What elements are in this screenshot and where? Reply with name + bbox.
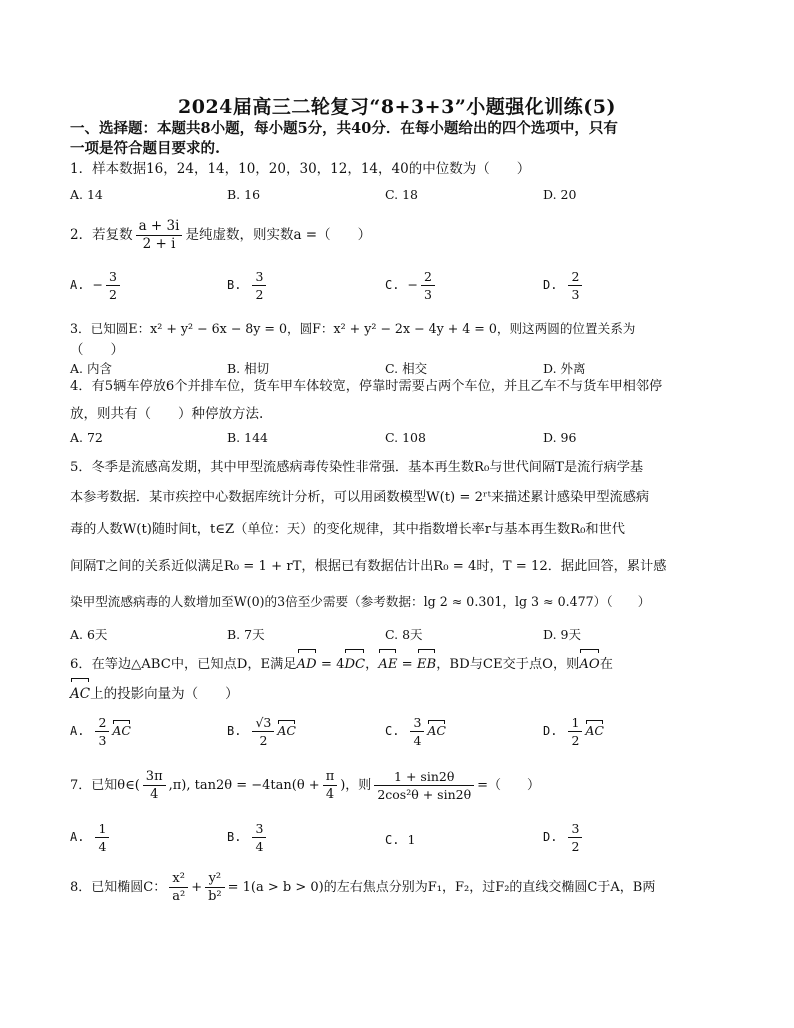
q5-option-c[interactable]: C. 8天 <box>385 627 423 642</box>
question-1-options <box>70 187 720 215</box>
vector-dc: DC <box>344 652 365 678</box>
q2-denominator: 2 + i <box>142 236 176 252</box>
question-5-line4: 间隔T之间的关系近似满足R₀ = 1 + rT，根据已有数据估计出R₀ = 4时，T = 12．据此回答，累计感 <box>70 559 667 574</box>
q4-option-d[interactable]: D. 96 <box>543 430 577 445</box>
q1-option-c[interactable]: C. 18 <box>385 187 418 202</box>
q4-option-c[interactable]: C. 108 <box>385 430 426 445</box>
q3-option-c[interactable]: C. 相交 <box>385 361 428 376</box>
question-6-line2: AC上的投影向量为（ ） <box>70 681 720 707</box>
question-5-line5: 染甲型流感病毒的人数增加至W(0)的3倍至少需要（参考数据：lg 2 ≈ 0.301，lg 3 ≈ 0.477）（ ） <box>70 594 651 609</box>
q5-option-b[interactable]: B. 7天 <box>227 627 265 642</box>
question-6-options <box>70 714 720 756</box>
question-4-line1: 4．有5辆车停放6个并排车位，货车甲车体较宽，停靠时需要占两个车位，并且乙车不与货车甲相邻停 <box>70 379 663 394</box>
vector-eb: EB <box>417 652 436 678</box>
vector-ae: AE <box>378 652 397 678</box>
q6-option-b[interactable]: B. $\frac{√3}{2}$ AC <box>227 715 296 748</box>
question-5-line2: 本参考数据．某市疾控中心数据库统计分析，可以用函数模型W(t) = 2ʳᵗ来描述累计感染甲型流感病 <box>70 490 650 505</box>
vector-ad: AD <box>297 652 317 678</box>
section-heading-line1: 一、选择题：本题共8小题，每小题5分，共40分．在每小题给出的四个选项中，只有 <box>70 120 618 137</box>
q3-option-d[interactable]: D. 外离 <box>543 361 586 376</box>
q1-option-a[interactable]: A. 14 <box>70 187 103 202</box>
q6-option-c[interactable]: C. $\frac{3}{4}$ AC <box>385 715 446 748</box>
q4-option-b[interactable]: B. 144 <box>227 430 268 445</box>
question-3-line2: （ ） <box>70 342 124 358</box>
q6-option-d[interactable]: D. $\frac{1}{2}$ AC <box>543 715 604 748</box>
q2-prefix: 2．若复数 <box>70 227 133 243</box>
vector-ac: AC <box>70 681 90 707</box>
question-7-options <box>70 820 720 862</box>
q1-option-d[interactable]: D. 20 <box>543 187 577 202</box>
question-6-line1: 6．在等边△ABC中，已知点D，E满足AD = 4DC，AE = EB，BD与CE交于点O，则AO在 <box>70 652 720 678</box>
question-7-text: 7．已知θ∈( $\frac{3\pi}{4}$ ,π), tan2θ = −4tan(θ + $\frac{\pi}{4}$ )，则 $\frac{1 + \sin 2\theta}{\text{2cos²θ + sin2θ}}$ =（ ） <box>70 769 541 802</box>
q2-option-d[interactable]: D. $\frac{2}{3}$ <box>543 268 585 303</box>
q2-fraction <box>136 218 183 253</box>
question-5-line3: 毒的人数W(t)随时间t，t∈Z（单位：天）的变化规律，其中指数增长率r与基本再生数R₀和世代 <box>70 522 625 537</box>
page-title: 2024届高三二轮复习“8+3+3”小题强化训练(5) <box>178 96 616 118</box>
q2-numerator: a + 3i <box>136 218 183 236</box>
q3-option-b[interactable]: B. 相切 <box>227 361 270 376</box>
q1-option-b[interactable]: B. 16 <box>227 187 261 202</box>
q2-suffix: 是纯虚数，则实数a =（ ） <box>185 227 372 243</box>
question-2-text <box>70 218 720 253</box>
q4-option-a[interactable]: A. 72 <box>70 430 103 445</box>
question-8-text: 8．已知椭圆C： $\frac{\text{x²}}{\text{a²}}$ + $\frac{\text{y²}}{\text{b²}}$ = 1(a > b > 0)的左右焦点分别为F₁，F₂，过F₂的直线交椭圆C于A，B两 <box>70 871 656 904</box>
question-4-options <box>70 430 720 458</box>
vector-ao: AO <box>579 652 599 678</box>
q5-option-d[interactable]: D. 9天 <box>543 627 581 642</box>
q7-option-c[interactable]: C. 1 <box>385 832 416 847</box>
question-4-line2: 放，则共有（ ）种停放方法. <box>70 406 264 422</box>
q7-option-b[interactable]: B. $\frac{3}{4}$ <box>227 820 269 855</box>
q3-option-a[interactable]: A. 内含 <box>70 361 112 376</box>
question-2-options <box>70 268 720 310</box>
question-5-line1: 5．冬季是流感高发期，其中甲型流感病毒传染性非常强．基本再生数R₀与世代间隔T是流行病学基 <box>70 460 644 475</box>
q2-option-b[interactable]: B. $\frac{3}{2}$ <box>227 268 269 303</box>
q2-option-c[interactable]: C. − $\frac{2}{3}$ <box>385 268 438 303</box>
q7-option-a[interactable]: A. $\frac{1}{4}$ <box>70 820 112 855</box>
q6-option-a[interactable]: A. $\frac{2}{3}$ AC <box>70 715 131 748</box>
q7-option-d[interactable]: D. $\frac{3}{2}$ <box>543 820 585 855</box>
question-1-text: 1．样本数据16，24，14，10，20，30，12，14，40的中位数为（ ） <box>70 161 531 177</box>
section-heading-line2: 一项是符合题目要求的. <box>70 140 221 157</box>
question-3-line1: 3．已知圆E：x² + y² − 6x − 8y = 0，圆F：x² + y² − 2x − 4y + 4 = 0，则这两圆的位置关系为 <box>70 321 636 336</box>
q5-option-a[interactable]: A. 6天 <box>70 627 108 642</box>
q2-option-a[interactable]: A. − $\frac{3}{2}$ <box>70 268 123 303</box>
